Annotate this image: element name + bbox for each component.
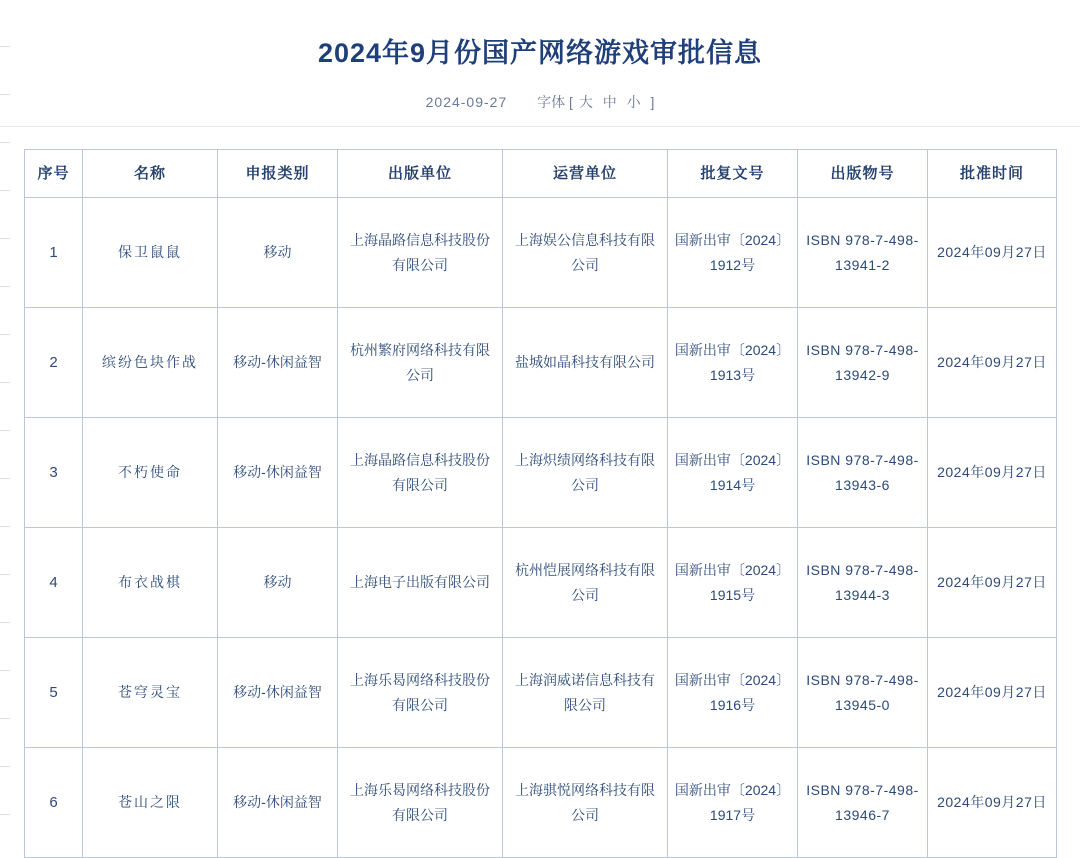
cell-category: 移动-休闲益智	[218, 308, 338, 418]
cell-approval-date: 2024年09月27日	[928, 198, 1057, 308]
cell-seq: 5	[25, 638, 83, 748]
publish-date: 2024-09-27	[425, 94, 508, 111]
cell-publisher: 上海乐曷网络科技股份有限公司	[338, 638, 503, 748]
cell-publisher: 上海晶路信息科技股份有限公司	[338, 418, 503, 528]
cell-seq: 3	[25, 418, 83, 528]
font-size-label: 字体 [	[537, 94, 573, 111]
cell-doc-no: 国新出审〔2024〕1913号	[668, 308, 798, 418]
cell-name: 缤纷色块作战	[83, 308, 218, 418]
cell-seq: 2	[25, 308, 83, 418]
cell-operator: 盐城如晶科技有限公司	[503, 308, 668, 418]
approval-table-body	[25, 198, 1057, 858]
table-row	[25, 638, 1057, 748]
document-page	[0, 18, 1080, 848]
cell-approval-date: 2024年09月27日	[928, 528, 1057, 638]
column-header-category: 申报类别	[218, 150, 338, 198]
table-header-row	[25, 150, 1057, 198]
cell-isbn: ISBN 978-7-498-13942-9	[798, 308, 928, 418]
cell-category: 移动	[218, 528, 338, 638]
column-header-name: 名称	[83, 150, 218, 198]
table-row	[25, 198, 1057, 308]
cell-name: 保卫鼠鼠	[83, 198, 218, 308]
cell-operator: 上海骐悦网络科技有限公司	[503, 748, 668, 858]
font-size-small[interactable]: 小	[626, 94, 644, 111]
cell-name: 苍穹灵宝	[83, 638, 218, 748]
cell-doc-no: 国新出审〔2024〕1917号	[668, 748, 798, 858]
cell-doc-no: 国新出审〔2024〕1915号	[668, 528, 798, 638]
cell-operator: 上海炽绩网络科技有限公司	[503, 418, 668, 528]
table-row	[25, 748, 1057, 858]
cell-category: 移动	[218, 198, 338, 308]
table-row	[25, 308, 1057, 418]
cell-isbn: ISBN 978-7-498-13944-3	[798, 528, 928, 638]
cell-seq: 4	[25, 528, 83, 638]
cell-approval-date: 2024年09月27日	[928, 308, 1057, 418]
column-header-operator: 运营单位	[503, 150, 668, 198]
column-header-doc-no: 批复文号	[668, 150, 798, 198]
cell-category: 移动-休闲益智	[218, 748, 338, 858]
cell-publisher: 杭州繁府网络科技有限公司	[338, 308, 503, 418]
approval-table-wrapper	[0, 149, 1080, 858]
column-header-publisher: 出版单位	[338, 150, 503, 198]
cell-doc-no: 国新出审〔2024〕1916号	[668, 638, 798, 748]
cell-isbn: ISBN 978-7-498-13945-0	[798, 638, 928, 748]
font-size-options	[579, 94, 651, 110]
cell-operator: 杭州恺展网络科技有限公司	[503, 528, 668, 638]
approval-table	[24, 149, 1057, 858]
table-row	[25, 418, 1057, 528]
cell-category: 移动-休闲益智	[218, 418, 338, 528]
cell-name: 苍山之限	[83, 748, 218, 858]
cell-approval-date: 2024年09月27日	[928, 748, 1057, 858]
left-margin-rules	[0, 18, 10, 848]
table-row	[25, 528, 1057, 638]
font-size-close: ]	[650, 94, 655, 111]
cell-isbn: ISBN 978-7-498-13943-6	[798, 418, 928, 528]
font-size-large[interactable]: 大	[578, 94, 596, 111]
header-divider	[0, 126, 1080, 127]
page-title: 2024年9月份国产网络游戏审批信息	[317, 38, 763, 69]
cell-publisher: 上海电子出版有限公司	[338, 528, 503, 638]
column-header-isbn: 出版物号	[798, 150, 928, 198]
cell-isbn: ISBN 978-7-498-13946-7	[798, 748, 928, 858]
cell-operator: 上海润威诺信息科技有限公司	[503, 638, 668, 748]
cell-seq: 1	[25, 198, 83, 308]
cell-doc-no: 国新出审〔2024〕1912号	[668, 198, 798, 308]
cell-category: 移动-休闲益智	[218, 638, 338, 748]
cell-publisher: 上海晶路信息科技股份有限公司	[338, 198, 503, 308]
column-header-approval-date: 批准时间	[928, 150, 1057, 198]
cell-name: 不朽使命	[83, 418, 218, 528]
document-meta	[0, 92, 1080, 112]
cell-name: 布衣战棋	[83, 528, 218, 638]
cell-seq: 6	[25, 748, 83, 858]
column-header-seq: 序号	[25, 150, 83, 198]
cell-approval-date: 2024年09月27日	[928, 418, 1057, 528]
cell-approval-date: 2024年09月27日	[928, 638, 1057, 748]
font-size-medium[interactable]: 中	[602, 94, 620, 111]
cell-operator: 上海娱公信息科技有限公司	[503, 198, 668, 308]
cell-publisher: 上海乐曷网络科技股份有限公司	[338, 748, 503, 858]
cell-doc-no: 国新出审〔2024〕1914号	[668, 418, 798, 528]
cell-isbn: ISBN 978-7-498-13941-2	[798, 198, 928, 308]
